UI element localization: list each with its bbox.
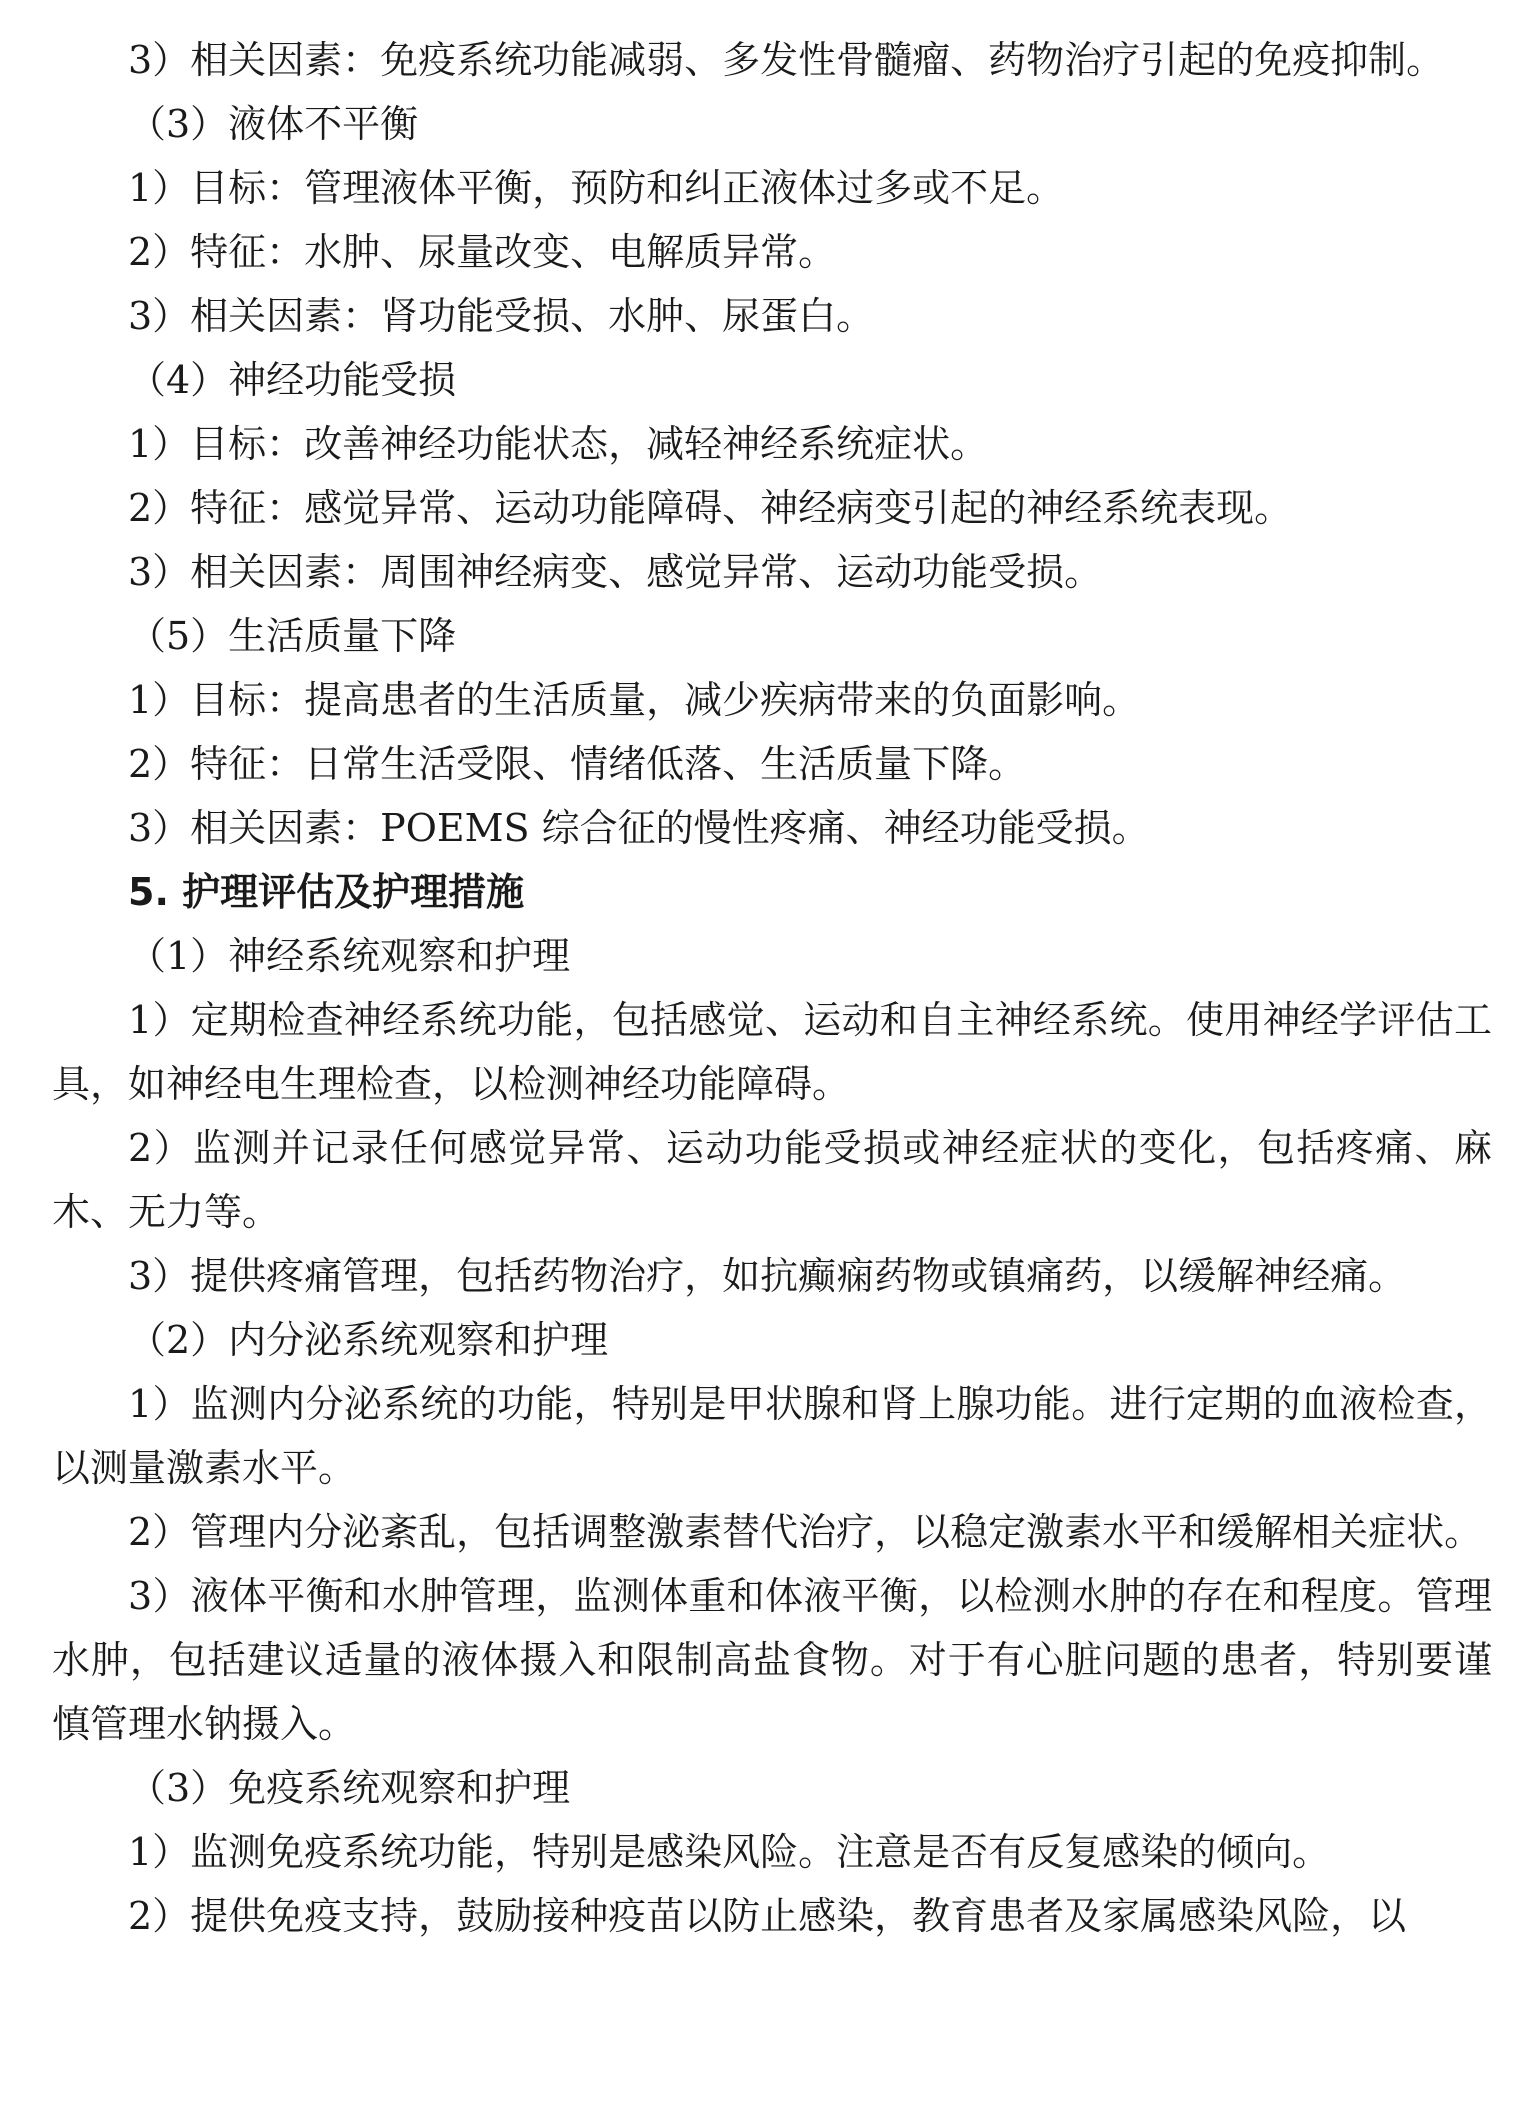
section-heading: （3）液体不平衡	[128, 102, 419, 146]
paragraph: 1）监测内分泌系统的功能，特别是甲状腺和肾上腺功能。进行定期的血液检查，以测量激素水平。	[52, 1382, 1492, 1490]
paragraph: 3）相关因素：POEMS 综合征的慢性疼痛、神经功能受损。	[128, 806, 1150, 850]
paragraph: 2）特征：感觉异常、运动功能障碍、神经病变引起的神经系统表现。	[128, 486, 1293, 530]
paragraph: 2）监测并记录任何感觉异常、运动功能受损或神经症状的变化，包括疼痛、麻木、无力等。	[52, 1126, 1492, 1234]
paragraph: 1）目标：提高患者的生活质量，减少疾病带来的负面影响。	[128, 678, 1141, 722]
paragraph: 1）目标：改善神经功能状态，减轻神经系统症状。	[128, 422, 989, 466]
paragraph: 2）管理内分泌紊乱，包括调整激素替代治疗，以稳定激素水平和缓解相关症状。	[128, 1510, 1483, 1554]
section-heading: （4）神经功能受损	[128, 358, 457, 402]
paragraph: 2）特征：水肿、尿量改变、电解质异常。	[128, 230, 837, 274]
section-heading: （5）生活质量下降	[128, 614, 457, 658]
paragraph: 1）监测免疫系统功能，特别是感染风险。注意是否有反复感染的倾向。	[128, 1830, 1331, 1874]
section-heading: （3）免疫系统观察和护理	[128, 1766, 571, 1810]
paragraph: 3）相关因素：周围神经病变、感觉异常、运动功能受损。	[128, 550, 1103, 594]
section-heading: （1）神经系统观察和护理	[128, 934, 571, 978]
paragraph: 2）提供免疫支持，鼓励接种疫苗以防止感染，教育患者及家属感染风险，以	[128, 1894, 1407, 1938]
section-heading: （2）内分泌系统观察和护理	[128, 1318, 609, 1362]
chapter-heading: 5. 护理评估及护理措施	[128, 870, 525, 914]
paragraph: 3）相关因素：免疫系统功能减弱、多发性骨髓瘤、药物治疗引起的免疫抑制。	[128, 38, 1445, 82]
paragraph: 3）液体平衡和水肿管理，监测体重和体液平衡，以检测水肿的存在和程度。管理水肿，包括建议适量的液体摄入和限制高盐食物。对于有心脏问题的患者，特别要谨慎管理水钠摄入。	[52, 1574, 1492, 1746]
paragraph: 2）特征：日常生活受限、情绪低落、生活质量下降。	[128, 742, 1027, 786]
document-page	[52, 28, 1492, 1948]
paragraph: 1）目标：管理液体平衡，预防和纠正液体过多或不足。	[128, 166, 1065, 210]
paragraph: 3）提供疼痛管理，包括药物治疗，如抗癫痫药物或镇痛药，以缓解神经痛。	[128, 1254, 1407, 1298]
paragraph: 3）相关因素：肾功能受损、水肿、尿蛋白。	[128, 294, 875, 338]
paragraph: 1）定期检查神经系统功能，包括感觉、运动和自主神经系统。使用神经学评估工具，如神经电生理检查，以检测神经功能障碍。	[52, 998, 1492, 1106]
